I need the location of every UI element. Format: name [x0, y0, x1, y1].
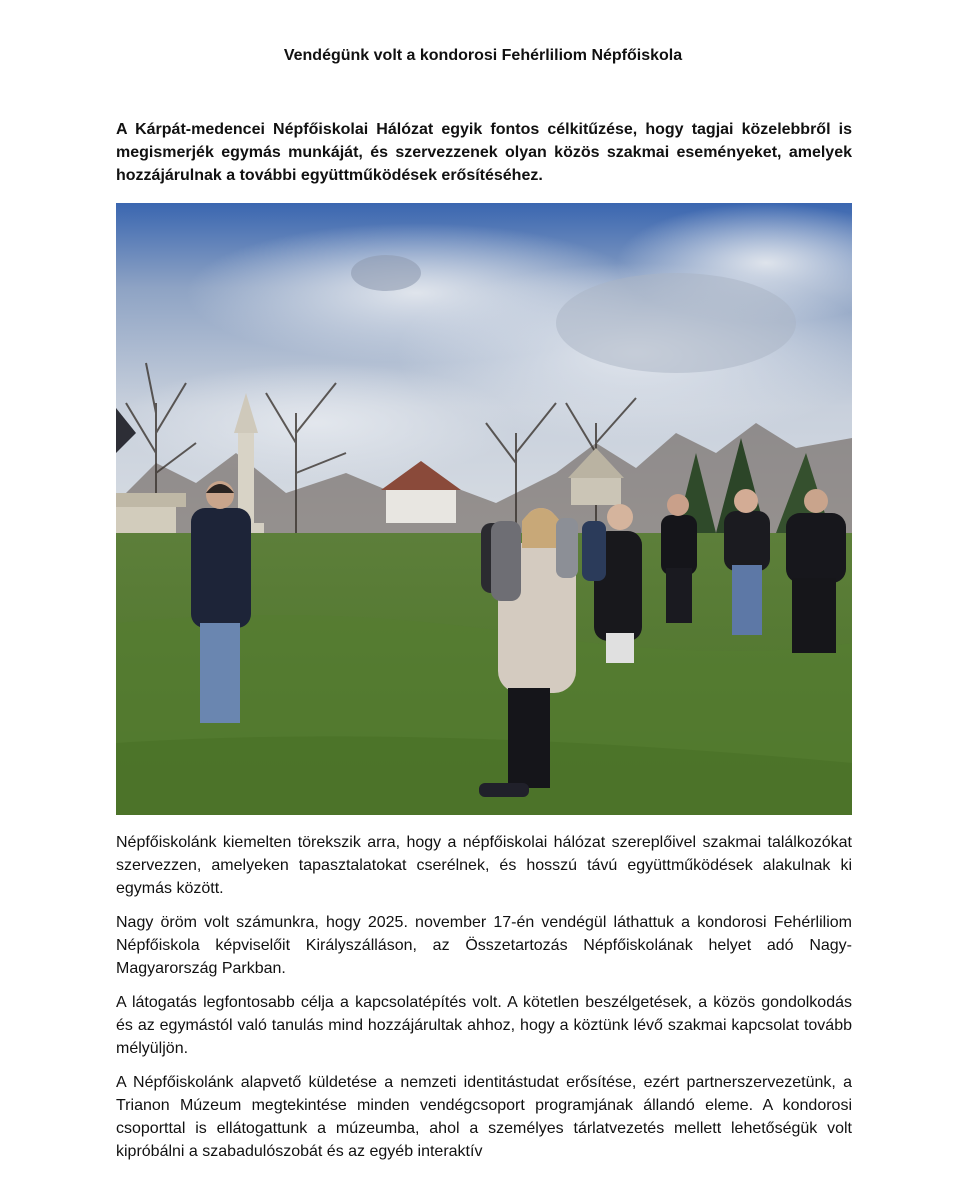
body-paragraph-2: Nagy öröm volt számunkra, hogy 2025. november 17-én vendégül láthattuk a kondorosi Fehérliliom Népfőiskola képviselőit Királyszálláson, az Összetartozás Népfőiskolának helyet adó Nagy-Magyarország Parkban.	[116, 914, 852, 977]
article-title: Vendégünk volt a kondorosi Fehérliliom Népfőiskola	[283, 47, 683, 64]
article-photo	[116, 203, 852, 815]
body-paragraph-4: A Népfőiskolánk alapvető küldetése a nemzeti identitástudat erősítése, ezért partnerszervezetünk, a Trianon Múzeum megtekintése minden vendégcsoport programjának állandó eleme. A kondorosi csoporttal is ellátogattunk a múzeumba, ahol a személyes tárlatvezetés mellett lehetőségük volt kipróbálni a szabadulószobát és az egyéb interaktív	[116, 1074, 852, 1160]
article-body	[116, 831, 852, 1174]
body-paragraph-1: Népfőiskolánk kiemelten törekszik arra, hogy a népfőiskolai hálózat szereplőivel szakmai találkozókat szervezzen, amelyeken tapasztalatokat cserélnek, és hosszú távú együttműködések alakulnak ki egymás között.	[116, 834, 852, 897]
article-lead: A Kárpát-medencei Népfőiskolai Hálózat egyik fontos célkitűzése, hogy tagjai közelebbről is megismerjék egymás munkáját, és szervezzenek olyan közös szakmai eseményeket, amelyek hozzájárulnak a további együttműködések erősítéséhez.	[116, 121, 852, 184]
body-paragraph-3: A látogatás legfontosabb célja a kapcsolatépítés volt. A kötetlen beszélgetések, a közös gondolkodás és az egymástól való tanulás mind hozzájárultak ahhoz, hogy a köztünk lévő szakmai kapcsolat tovább mélyüljön.	[116, 994, 852, 1057]
